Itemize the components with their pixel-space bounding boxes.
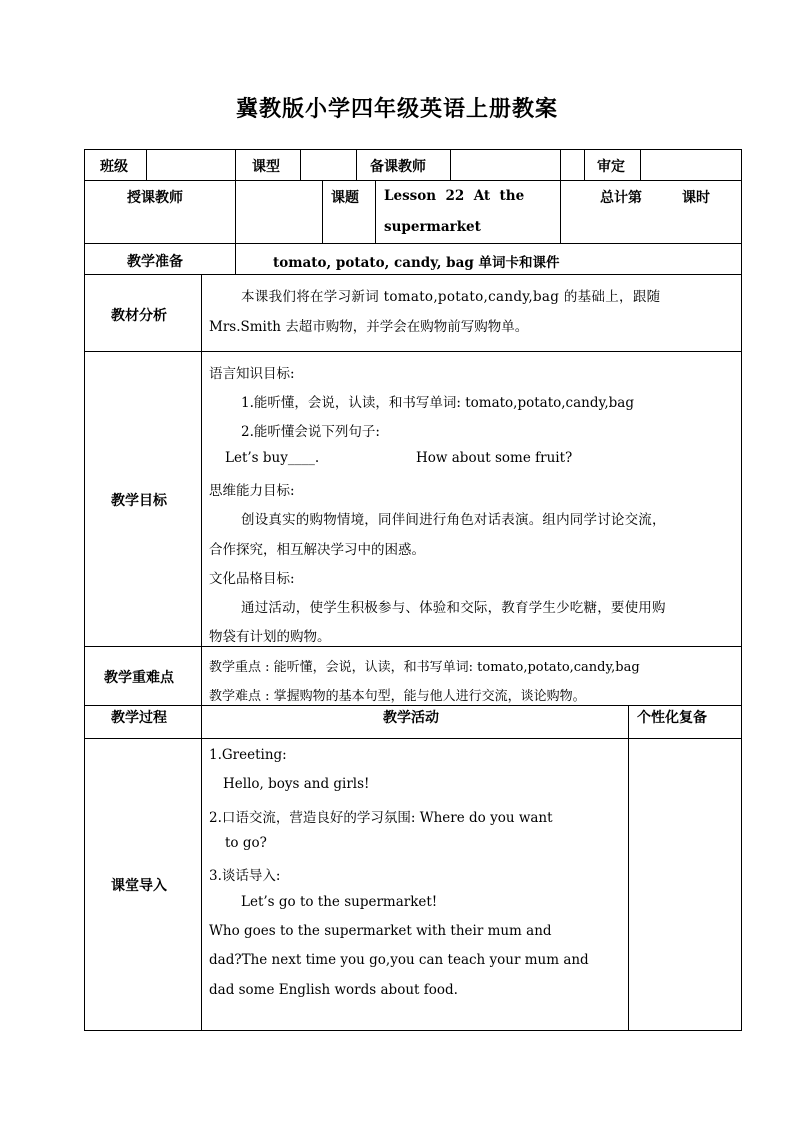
- analysis-line2: Mrs.Smith 去超市购物，并学会在购物前写购物单。: [209, 319, 529, 335]
- teacher-label: 授课教师: [127, 190, 183, 206]
- personal-label: 个性化复备: [637, 710, 707, 726]
- review-label: 审定: [597, 159, 625, 175]
- topic-value-line2: supermarket: [384, 219, 481, 235]
- goal-line: 思维能力目标:: [209, 483, 295, 499]
- goal-line: 物袋有计划的购物。: [209, 629, 331, 645]
- total-label: 总计第: [600, 190, 642, 206]
- goal-line: 创设真实的购物情境，同伴间进行角色对话表演。组内同学讨论交流，: [241, 512, 666, 528]
- goal-line: 文化品格目标:: [209, 571, 295, 587]
- period-label: 课时: [682, 190, 710, 206]
- process-label: 教学过程: [111, 710, 167, 726]
- prep-teacher-label: 备课教师: [370, 159, 426, 175]
- intro-line: 1.Greeting:: [209, 747, 287, 763]
- intro-line: dad some English words about food.: [209, 982, 458, 998]
- topic-label: 课题: [331, 190, 359, 206]
- page-title: 冀教版小学四年级英语上册教案: [235, 97, 558, 122]
- prep-value: tomato, potato, candy, bag 单词卡和课件: [273, 255, 560, 271]
- intro-line: Let’s go to the supermarket!: [241, 894, 438, 910]
- goal-line: 通过活动，使学生积极参与、体验和交际，教育学生少吃糖，要使用购: [241, 600, 666, 616]
- goals-label: 教学目标: [111, 493, 167, 509]
- goal-line: Let’s buy____.: [225, 450, 320, 466]
- intro-line: to go?: [225, 835, 267, 851]
- class-label: 班级: [100, 159, 128, 175]
- analysis-label: 教材分析: [111, 308, 167, 324]
- class-type-label: 课型: [252, 159, 280, 175]
- intro-line: Who goes to the supermarket with their mum and: [209, 923, 552, 939]
- activity-label: 教学活动: [383, 710, 439, 726]
- keypoint-line: 教学重点 : 能听懂，会说，认读，和书写单词: tomato,potato,candy,bag: [209, 660, 640, 675]
- prep-label: 教学准备: [127, 254, 183, 270]
- goal-line: 语言知识目标:: [209, 366, 295, 382]
- goal-line: 2.能听懂会说下列句子:: [241, 424, 380, 440]
- intro-line: 3.谈话导入:: [209, 868, 281, 884]
- goal-line: 1.能听懂，会说，认读，和书写单词: tomato,potato,candy,bag: [241, 395, 634, 411]
- goal-line: 合作探究，相互解决学习中的困惑。: [209, 542, 425, 558]
- intro-line: dad?The next time you go,you can teach your mum and: [209, 952, 589, 968]
- intro-label: 课堂导入: [111, 878, 167, 894]
- goal-line: How about some fruit?: [416, 450, 573, 466]
- keypoints-label: 教学重难点: [104, 670, 174, 686]
- keypoint-line: 教学难点 : 掌握购物的基本句型，能与他人进行交流，谈论购物。: [209, 689, 586, 704]
- analysis-line1: 本课我们将在学习新词 tomato,potato,candy,bag 的基础上，跟随: [241, 289, 661, 305]
- intro-line: 2.口语交流，营造良好的学习氛围: Where do you want: [209, 810, 553, 826]
- topic-value-line1: Lesson 22 At the: [384, 188, 525, 204]
- intro-line: Hello, boys and girls!: [223, 776, 370, 792]
